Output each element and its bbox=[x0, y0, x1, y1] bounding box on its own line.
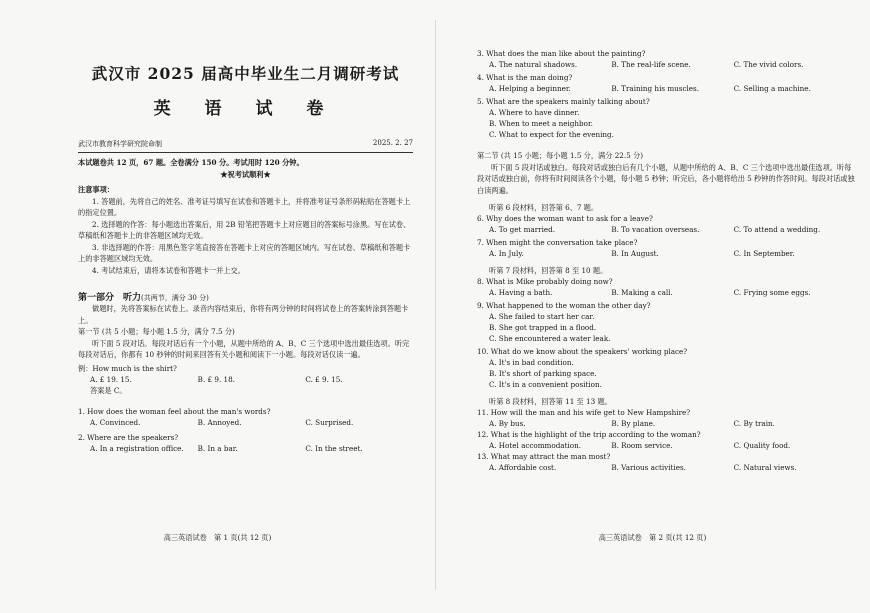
page-2 bbox=[435, 0, 870, 613]
question-5-option: B. When to meet a neighbor. bbox=[489, 119, 593, 128]
section-two-title: 第二节 (共 15 小题；每小题 1.5 分，满分 22.5 分) bbox=[477, 151, 643, 160]
question-4: 4. What is the man doing? bbox=[477, 73, 573, 82]
exam-title: 武汉市 2025 届高中毕业生二月调研考试 bbox=[91, 64, 400, 83]
question-10: 10. What do we know about the speakers' working place? bbox=[477, 347, 688, 356]
question-3: 3. What does the man like about the painting? bbox=[477, 49, 646, 58]
question-12-options: A. Hotel accommodation. B. Room service. C. Quality food. bbox=[489, 441, 791, 450]
question-10-option: B. It's short of parking space. bbox=[489, 369, 597, 378]
question-2: 2. Where are the speakers? bbox=[78, 432, 179, 442]
question-1-options: A. Convinced. B. Annoyed. C. Surprised. bbox=[90, 417, 354, 427]
question-3-options: A. The natural shadows. B. The real-life scene. C. The vivid colors. bbox=[489, 60, 804, 69]
question-8-options: A. Having a bath. B. Making a call. C. Frying some eggs. bbox=[489, 288, 811, 297]
issuer-line bbox=[78, 139, 413, 153]
question-4-options: A. Helping a beginner. B. Training his muscles. C. Selling a machine. bbox=[489, 84, 811, 93]
question-1: 1. How does the woman feel about the man's words? bbox=[78, 406, 271, 416]
example-question: 例：How much is the shirt? bbox=[78, 363, 177, 373]
exam-date: 2025. 2. 27 bbox=[372, 139, 413, 147]
question-9-option: B. She got trapped in a flood. bbox=[489, 323, 597, 332]
question-7: 7. When might the conversation take place? bbox=[477, 238, 638, 247]
notice-title: 注意事项： bbox=[78, 185, 114, 194]
question-11: 11. How will the man and his wife get to New Hampshire? bbox=[477, 408, 691, 417]
question-5: 5. What are the speakers mainly talking about? bbox=[477, 97, 650, 106]
material-8-header: 听第 8 段材料，回答第 11 至 13 题。 bbox=[489, 397, 612, 406]
motto: ★祝考试顺利★ bbox=[220, 169, 271, 179]
question-2-options: A. In a registration office. B. In a bar. C. In the street. bbox=[90, 443, 363, 453]
question-11-options: A. By bus. B. By plane. C. By train. bbox=[489, 419, 775, 428]
page-2-footer: 高三英语试卷 第 2 页(共 12 页) bbox=[598, 533, 707, 542]
question-6-options: A. To get married. B. To vacation overseas. C. To attend a wedding. bbox=[489, 225, 821, 234]
question-6: 6. Why does the woman want to ask for a leave? bbox=[477, 214, 653, 223]
example-options: A. £ 19. 15. B. £ 9. 18. C. £ 9. 15. bbox=[90, 374, 343, 384]
notice-item: 4. 考试结束后，请将本试卷和答题卡一并上交。 bbox=[92, 265, 245, 275]
issuer: 武汉市教育科学研究院命制 bbox=[78, 140, 162, 148]
question-9-option: C. She encountered a water leak. bbox=[489, 334, 611, 343]
question-8: 8. What is Mike probably doing now? bbox=[477, 277, 613, 286]
question-13: 13. What may attract the man most? bbox=[477, 452, 611, 461]
question-10-option: C. It's in a convenient position. bbox=[489, 380, 602, 389]
question-12: 12. What is the highlight of the trip according to the woman? bbox=[477, 430, 701, 439]
question-9-option: A. She failed to start her car. bbox=[489, 312, 595, 321]
notice-item: 3. 非选择题的作答：用黑色签字笔直接答在答题卡上对应的答题区域内。写在试卷、草稿纸和答题卡上的非答题区域均无效。 bbox=[78, 242, 411, 263]
part-intro: 做题时，先将答案标在试卷上。录音内容结束后，你将有两分钟的时间将试卷上的答案转涂到答题卡上。 bbox=[78, 304, 409, 325]
example-answer: 答案是 C。 bbox=[90, 385, 127, 395]
section-one-intro: 听下面 5 段对话。每段对话后有一个小题，从题中所给的 A、B、C 三个选项中选出最佳选项。听完每段对话后，你都有 10 秒钟的时间来回答有关小题和阅读下一小题。每段对话仅读一遍。 bbox=[78, 338, 410, 359]
question-13-options: A. Affordable cost. B. Various activities. C. Natural views. bbox=[489, 463, 797, 472]
question-7-options: A. In July. B. In August. C. In September. bbox=[489, 249, 795, 258]
material-6-header: 听第 6 段材料，回答第 6、7 题。 bbox=[489, 203, 599, 212]
question-10-option: A. It's in bad condition. bbox=[489, 358, 574, 367]
page-1-footer: 高三英语试卷 第 1 页(共 12 页) bbox=[163, 533, 272, 542]
section-two-intro: 听下面 5 段对话或独白。每段对话或独白后有几个小题，从题中所给的 A、B、C 三个选项中选出最佳选项。听每段对话或独白前，你将有时间阅读各个小题，每小题 5 秒钟；听完后，各小题将给出 5 秒钟的作答时间。每段对话或独白读两遍。 bbox=[477, 162, 855, 195]
exam-subtitle: 英 语 试 卷 bbox=[153, 99, 338, 119]
exam-intro: 本试题卷共 12 页，67 题。全卷满分 150 分。考试用时 120 分钟。 bbox=[78, 158, 304, 167]
notice-item: 2. 选择题的作答：每小题选出答案后，用 2B 铅笔把答题卡上对应题目的答案标号涂黑。写在试卷、草稿纸和答题卡上的非答题区域均无效。 bbox=[78, 219, 411, 240]
question-5-option: C. What to expect for the evening. bbox=[489, 130, 614, 139]
material-7-header: 听第 7 段材料，回答第 8 至 10 题。 bbox=[489, 266, 608, 275]
question-9: 9. What happened to the woman the other day? bbox=[477, 301, 651, 310]
notice-item: 1. 答题前，先将自己的姓名、准考证号填写在试卷和答题卡上，并将准考证号条形码粘贴在答题卡上的指定位置。 bbox=[78, 196, 411, 217]
part-one-title: 第一部分 听力(共两节，满分 30 分) bbox=[78, 293, 209, 303]
section-one-title: 第一节 (共 5 小题；每小题 1.5 分，满分 7.5 分) bbox=[78, 327, 235, 336]
question-5-option: A. Where to have dinner. bbox=[489, 108, 580, 117]
